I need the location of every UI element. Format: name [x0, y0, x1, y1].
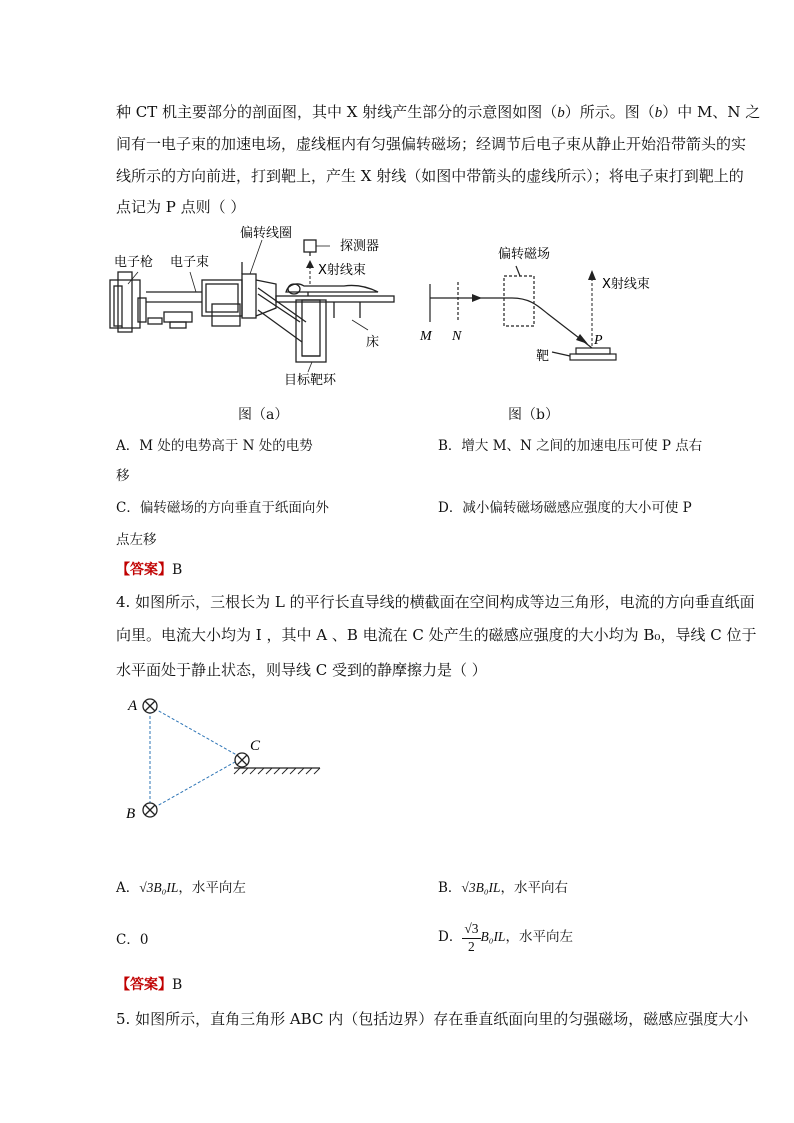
label-bed: 床 [366, 335, 380, 350]
q4-line-1: 4. 如图所示，三根长为 L 的平行长直导线的横截面在空间构成等边三角形，电流的方向垂直纸面 [116, 593, 755, 611]
q3-line-4: 点记为 P 点则（ ） [116, 198, 246, 216]
answer-label: 【答案】 [116, 977, 172, 993]
q3-option-b: B．增大 M、N 之间的加速电压可使 P 点右 [438, 438, 703, 454]
q3-line-3: 线所示的方向前进，打到靶上，产生 X 射线（如图中带箭头的虚线所示）；将电子束打到靶上的 [116, 167, 744, 185]
answer-value: B [172, 977, 183, 993]
q4-line-3: 水平面处于静止状态，则导线 C 受到的静摩擦力是（ ） [116, 661, 487, 679]
q3-answer [116, 560, 182, 580]
fraction: $\frac{√3}{2}$ [464, 921, 479, 954]
label-wire-B: B [126, 806, 136, 822]
q4-option-b: B．√3B₀IL，水平向右 [438, 880, 569, 896]
ct-machine-figure [108, 222, 398, 390]
label-xray-beam-b: X射线束 [602, 277, 650, 292]
q3-line-1: 种 CT 机主要部分的剖面图，其中 X 射线产生部分的示意图如图（b）所示。图（b）中 M、N 之 [116, 103, 761, 121]
label-deflection-field: 偏转磁场 [498, 247, 551, 262]
label-xray-beam-a: X射线束 [318, 263, 366, 278]
q3-option-b-wrap: 移 [116, 468, 130, 484]
q5-line-1: 5. 如图所示，直角三角形 ABC 内（包括边界）存在垂直纸面向里的匀强磁场，磁感应强度大小 [116, 1010, 749, 1028]
label-detector: 探测器 [340, 239, 380, 254]
wire-B-icon [143, 803, 157, 817]
q3-line-2: 间有一电子束的加速电场，虚线框内有匀强偏转磁场；经调节后电子束从静止开始沿带箭头的实 [116, 135, 747, 153]
answer-label: 【答案】 [116, 562, 172, 578]
label-electron-gun: 电子枪 [114, 255, 154, 270]
label-target: 靶 [536, 349, 550, 364]
label-N: N [452, 329, 462, 344]
q4-answer [116, 975, 182, 995]
q3-option-a: A．M 处的电势高于 N 处的电势 [116, 438, 313, 454]
q4-option-c: C．0 [116, 932, 149, 948]
q4-option-a: A．√3B₀IL，水平向左 [116, 880, 246, 896]
xray-schematic-figure [412, 236, 702, 386]
q3-option-c: C．偏转磁场的方向垂直于纸面向外 [116, 500, 329, 516]
caption-fig-b: 图（b） [508, 407, 559, 423]
q4-line-2: 向里。电流大小均为 I ，其中 A 、B 电流在 C 处产生的磁感应强度的大小均为 B₀，导线 C 位于 [116, 626, 757, 644]
q4-option-d: D． $\frac{√3}{2}$ B₀IL，水平向左 [438, 921, 573, 954]
label-M: M [420, 329, 432, 344]
q3-option-d: D．减小偏转磁场磁感应强度的大小可使 P [438, 500, 692, 516]
caption-fig-a: 图（a） [238, 407, 289, 423]
label-wire-C: C [250, 738, 261, 754]
label-deflection-coil: 偏转线圈 [240, 226, 293, 241]
label-P: P [594, 333, 603, 348]
label-electron-beam: 电子束 [170, 255, 210, 270]
wire-C-icon [235, 753, 249, 767]
label-target-ring: 目标靶环 [284, 373, 337, 388]
answer-value: B [172, 562, 183, 578]
wire-A-icon [143, 699, 157, 713]
q3-option-d-wrap: 点左移 [116, 532, 157, 548]
wire-triangle-figure [120, 690, 330, 830]
label-wire-A: A [128, 698, 138, 714]
